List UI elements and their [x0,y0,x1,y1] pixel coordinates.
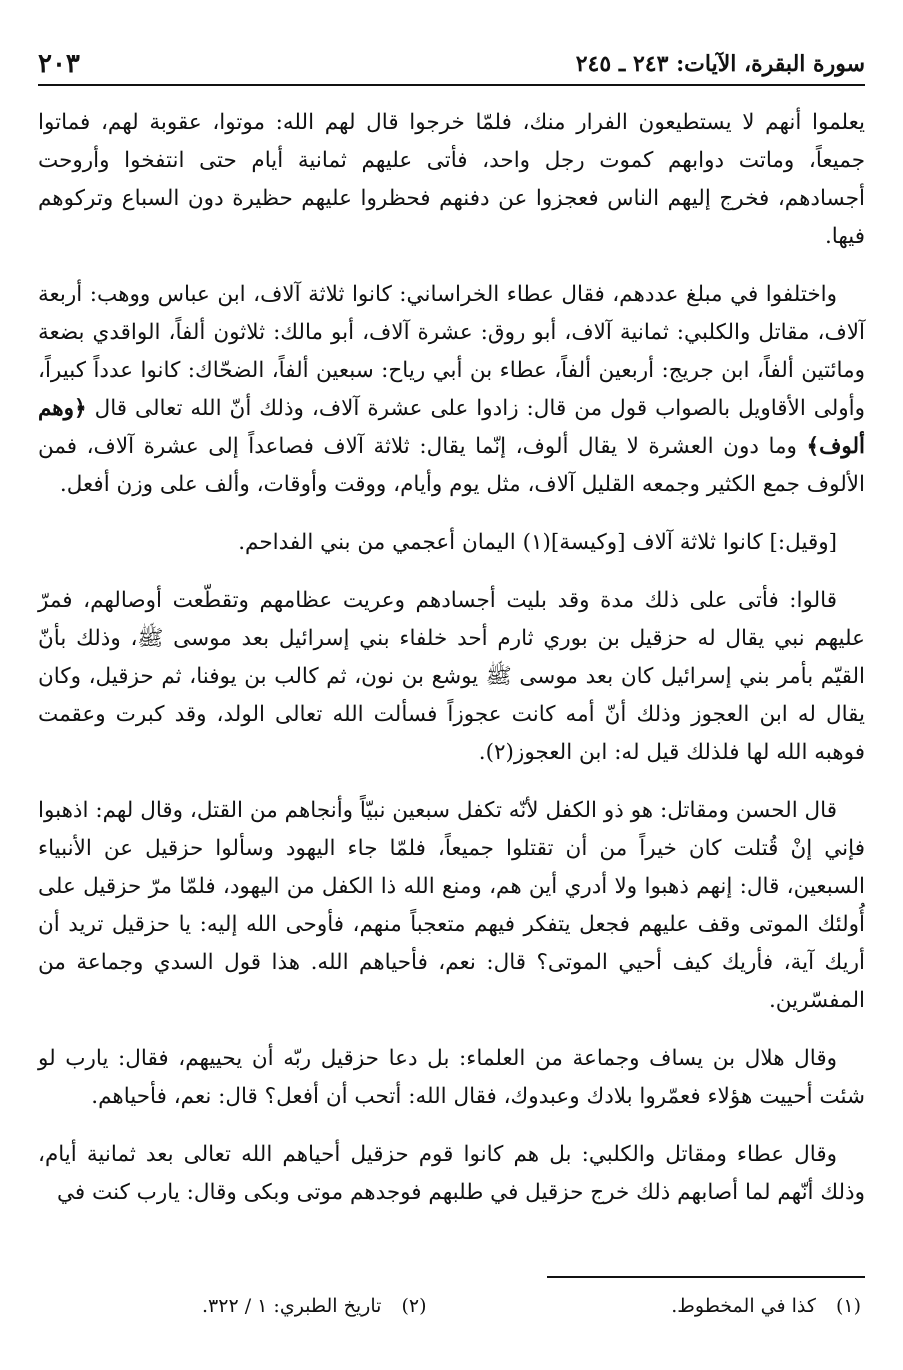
paragraph-5: قال الحسن ومقاتل: هو ذو الكفل لأنّه تكفل سبعين نبيّاً وأنجاهم من القتل، وقال لهم: اذهبوا فإني إنْ قُتلت كان خيراً من أن تقتلوا جميعاً، فلمّا جاء اليهود وسألوا حزقيل عن الأنبياء السبعين، قال: إنهم ذهبوا ولا أدري أين هم، ومنع الله ذا الكفل من اليهود، فلمّا مرّ حزقيل على أُولئك الموتى وقف عليهم فجعل يتفكر فيهم متعجباً منهم، فأوحى الله إليه: يا حزقيل تريد أن أريك آية، فأريك كيف أحيي الموتى؟ قال: نعم، فأحياهم الله. هذا قول السدي وجماعة من المفسّرين. [38,798,865,1013]
main-text [38,104,865,1232]
footnote-2-text: تاريخ الطبري: ١ / ٣٢٢. [202,1295,382,1317]
running-header [38,44,865,86]
paragraph-7: وقال عطاء ومقاتل والكلبي: بل هم كانوا قوم حزقيل أحياهم الله تعالى بعد ثمانية أيام، وذلك أنّهم لما أصابهم ذلك خرج حزقيل في طلبهم فوجدهم موتى وبكى وقال: يارب كنت في [38,1142,865,1205]
paragraph-3: [وقيل:] كانوا ثلاثة آلاف [وكيسة](١) اليمان أعجمي من بني الفداحم. [238,530,837,555]
footnote-1 [671,1292,861,1320]
footnote-1-number: (١) [835,1295,861,1317]
surah-verses-title: سورة البقرة، الآيات: ٢٤٣ ـ ٢٤٥ [575,51,865,77]
paragraph-2-part-a: واختلفوا في مبلغ عددهم، فقال عطاء الخراساني: كانوا ثلاثة آلاف، ابن عباس ووهب: أربعة آلاف، مقاتل والكلبي: ثمانية آلاف، أبو روق: عشرة آلاف، أبو مالك: ثلاثون ألفاً، الواقدي بضعة ومائتين ألفاً، ابن جريج: أربعين ألفاً، عطاء بن أبي رياح: سبعين ألفاً، الضحّاك: كانوا عدداً كبيراً، وأولى الأقاويل بالصواب قول من قال: زادوا على عشرة آلاف، وذلك أنّ الله تعالى قال [38,282,865,421]
footnote-2 [202,1292,427,1320]
footnote-2-number: (٢) [401,1295,427,1317]
paragraph-6: وقال هلال بن يساف وجماعة من العلماء: بل دعا حزقيل ربّه أن يحييهم، فقال: يارب لو شئت أحييت هؤلاء فعمّروا بلادك وعبدوك، فقال الله: أتحب أن أفعل؟ قال: نعم، فأحياهم. [38,1046,865,1109]
page-number: ٢٠٣ [38,49,80,79]
quran-quote: ﴿وهم ألوف﴾ [38,396,865,459]
paragraph-2 [38,276,865,504]
footnote-1-text: كذا في المخطوط. [671,1295,816,1317]
paragraph-1: يعلموا أنهم لا يستطيعون الفرار منك، فلمّا خرجوا قال لهم الله: موتوا، عقوبة لهم، فماتوا جميعاً، وماتت دوابهم كموت رجل واحد، فأتى عليهم ثمانية أيام حتى انتفخوا وأروحت أجسادهم، فخرج إليهم الناس فعجزوا عن دفنهم فحظروا عليهم حظيرة دون السباع وتركوهم فيها. [38,110,865,249]
footnote-separator [547,1276,865,1278]
paragraph-2-part-b: وما دون العشرة لا يقال ألوف، إنّما يقال: ثلاثة آلاف فصاعداً إلى عشرة آلاف، فمن الألوف جمع الكثير وجمعه القليل آلاف، مثل يوم وأيام، ووقت وأوقات، وألف على وزن أفعل. [38,434,865,497]
paragraph-4: قالوا: فأتى على ذلك مدة وقد بليت أجسادهم وعريت عظامهم وتقطّعت أوصالهم، فمرّ عليهم نبي يقال له حزقيل بن بوري ثارم أحد خلفاء بني إسرائيل بعد موسى ﷺ، وذلك بأنّ القيّم بأمر بني إسرائيل كان بعد موسى ﷺ يوشع بن نون، ثم كالب بن يوفنا، ثم حزقيل، وكان يقال له ابن العجوز وذلك أنّ أمه كانت عجوزاً فسألت الله تعالى الولد، وقد كبرت وعقمت فوهبه الله لها فلذلك قيل له: ابن العجوز(٢). [38,588,865,765]
footnotes [38,1292,865,1320]
